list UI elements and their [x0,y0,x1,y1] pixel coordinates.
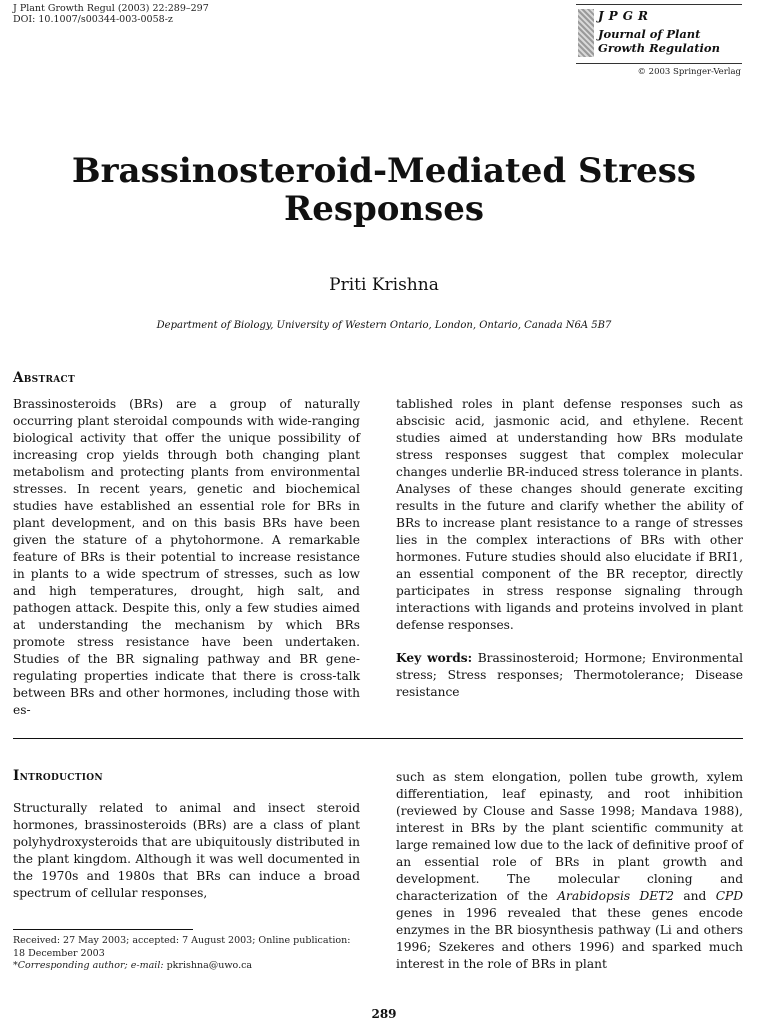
doi: DOI: 10.1007/s00344-003-0058-z [13,14,173,25]
intro-right-span-2: and [674,889,716,903]
citation: J Plant Growth Regul (2003) 22:289–297 [13,3,209,14]
introduction-heading: Introduction [13,768,103,784]
intro-right-italic-2: CPD [715,889,743,903]
keywords [396,650,743,701]
copyright: © 2003 Springer-Verlag [637,67,741,77]
article-title: Brassinosteroid-Mediated Stress Responses [71,151,697,229]
introduction-text-right [396,769,743,973]
journal-name: Journal of Plant Growth Regulation [598,27,720,55]
footnote-divider [13,929,193,930]
abstract-heading: Abstract [13,370,76,386]
intro-right-italic-1: Arabidopsis DET2 [557,889,675,903]
journal-abbreviation: JPGR [598,9,653,23]
journal-masthead [576,4,742,64]
keywords-label: Key words: [396,651,473,665]
keywords-list: Brassinosteroid; Hormone; Environmental stress; Stress responses; Thermotolerance; Disease resistance [396,651,743,699]
introduction-text-left: Structurally related to animal and insect steroid hormones, brassinosteroids (BRs) are a class of plant polyhydroxysteroids that are ubiquitously distributed in the plant kingdom. Although it was well documented in the 1970s and 1980s that BRs can induce a broad spectrum of cellular responses, [13,801,360,900]
corresponding-label: *Corresponding author; e-mail: [13,960,164,971]
page-number: 289 [371,1007,397,1021]
abstract-text-right: tablished roles in plant defense responses such as abscisic acid, jasmonic acid, and ethylene. Recent studies aimed at understanding how BRs modulate stress responses suggest that complex molecular changes underlie BR-induced stress tolerance in plants. Analyses of these changes should generate exciting results in the future and clarify whether the ability of BRs to increase plant resistance to a range of stresses lies in the complex interactions of BRs with other hormones. Future studies should also elucidate if BRI1, an essential component of the BR receptor, directly participates in stress response signaling through interactions with ligands and proteins involved in plant defense responses. [396,397,743,632]
intro-right-span-3: genes in 1996 revealed that these genes encode enzymes in the BR biosynthesis pathway (Li and others 1996; Szekeres and others 1996) and sparked much interest in the role of BRs in plant [396,906,743,971]
section-divider [13,738,743,739]
corresponding-author [13,960,363,973]
author-email: pkrishna@uwo.ca [166,960,253,971]
author-name: Priti Krishna [329,275,439,295]
journal-logo-icon [578,9,594,57]
received-dates: Received: 27 May 2003; accepted: 7 August 2003; Online publication: 18 December 2003 [13,935,351,959]
abstract-text-left: Brassinosteroids (BRs) are a group of naturally occurring plant steroidal compounds with wide-ranging biological activity that offer the unique possibility of increasing crop yields through both changing plant metabolism and protecting plants from environmental stresses. In recent years, genetic and biochemical studies have established an essential role for BRs in plant development, and on this basis BRs have been given the stature of a phytohormone. A remarkable feature of BRs is their potential to increase resistance in plants to a wide spectrum of stresses, such as low and high temperatures, drought, high salt, and pathogen attack. Despite this, only a few studies aimed at understanding the mechanism by which BRs promote stress resistance have been undertaken. Studies of the BR signaling pathway and BR gene-regulating properties indicate that there is cross-talk between BRs and other hormones, including those with es- [13,397,360,717]
author-affiliation: Department of Biology, University of Western Ontario, London, Ontario, Canada N6A 5B7 [156,320,612,331]
intro-right-span-1: such as stem elongation, pollen tube growth, xylem differentiation, leaf epinasty, and root inhibition (reviewed by Clouse and Sasse 1998; Mandava 1988), interest in BRs by the plant scientific community at large remained low due to the lack of definitive proof of an essential role of BRs in plant growth and development. The molecular cloning and characterization of the [396,770,743,903]
